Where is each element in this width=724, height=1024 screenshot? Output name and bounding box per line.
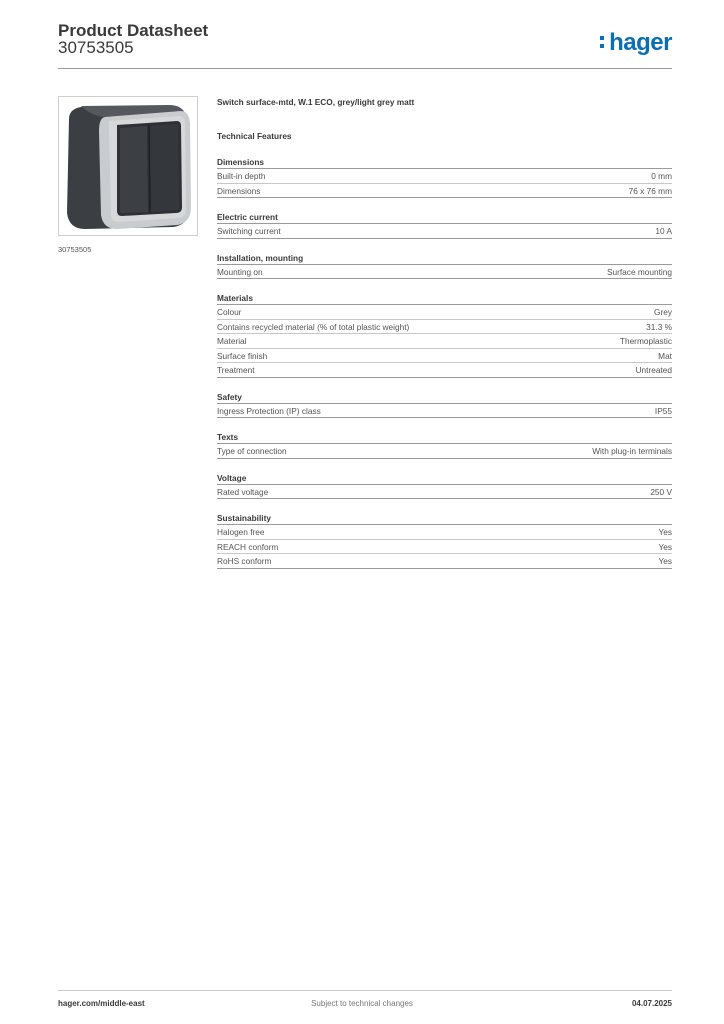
spec-row [217, 224, 672, 239]
product-description: Switch surface-mtd, W.1 ECO, grey/light grey matt [217, 97, 415, 107]
spec-row [217, 265, 672, 280]
spec-label: REACH conform [217, 541, 279, 552]
spec-value: Yes [658, 541, 672, 552]
logo-text: hager [609, 29, 672, 56]
spec-row [217, 320, 672, 335]
spec-label: Built-in depth [217, 171, 266, 181]
group-texts [217, 431, 672, 459]
group-title: Electric current [217, 211, 672, 224]
group-materials [217, 292, 672, 378]
spec-value: 76 x 76 mm [628, 185, 672, 196]
group-title: Installation, mounting [217, 252, 672, 265]
spec-label: Dimensions [217, 185, 261, 196]
spec-row [217, 184, 672, 199]
features-heading: Technical Features [217, 131, 292, 141]
spec-value: Mat [658, 350, 672, 361]
spec-value: Surface mounting [606, 266, 672, 277]
spec-value: 31.3 % [646, 321, 672, 332]
spec-label: Material [217, 336, 247, 346]
group-title: Texts [217, 431, 672, 444]
group-title: Voltage [217, 472, 672, 485]
spec-value: Yes [658, 556, 672, 566]
logo-dots-icon [600, 36, 605, 49]
spec-label: Halogen free [217, 527, 265, 537]
spec-label: Switching current [217, 226, 281, 236]
footer-divider [58, 990, 672, 991]
spec-row [217, 404, 672, 419]
spec-row [217, 363, 672, 378]
group-safety [217, 391, 672, 419]
spec-value: 0 mm [651, 171, 672, 181]
spec-label: Treatment [217, 365, 255, 375]
hager-logo [609, 29, 672, 57]
spec-value: Yes [658, 527, 672, 537]
group-voltage [217, 472, 672, 500]
spec-label: Rated voltage [217, 486, 269, 497]
image-caption: 30753505 [58, 245, 92, 254]
group-title: Materials [217, 292, 672, 305]
group-electric-current [217, 211, 672, 239]
technical-features [217, 96, 672, 569]
group-installation [217, 252, 672, 280]
group-title: Sustainability [217, 512, 672, 525]
spec-label: Surface finish [217, 350, 268, 361]
group-title: Dimensions [217, 156, 672, 169]
spec-row [217, 444, 672, 459]
product-number: 30753505 [58, 38, 134, 57]
spec-label: Type of connection [217, 446, 287, 456]
spec-value: Untreated [635, 365, 672, 375]
spec-label: Contains recycled material (% of total plastic weight) [217, 321, 410, 332]
header-divider [58, 68, 672, 69]
spec-value: 10 A [655, 226, 672, 236]
spec-row [217, 525, 672, 540]
spec-value: Thermoplastic [619, 336, 672, 346]
spec-row [217, 305, 672, 320]
spec-label: Ingress Protection (IP) class [217, 405, 321, 416]
group-sustainability [217, 512, 672, 569]
product-image [58, 96, 198, 236]
spec-value: With plug-in terminals [592, 446, 672, 456]
spec-value: 250 V [650, 486, 672, 497]
spec-row [217, 485, 672, 500]
spec-row [217, 169, 672, 184]
footer-date: 04.07.2025 [631, 999, 672, 1008]
spec-row [217, 540, 672, 555]
spec-row [217, 554, 672, 569]
group-title: Safety [217, 391, 672, 404]
page-title: Product Datasheet [58, 21, 209, 40]
spec-value: Grey [654, 307, 672, 317]
footer-website: hager.com/middle-east [58, 999, 145, 1008]
group-dimensions [217, 156, 672, 198]
footer-notice: Subject to technical changes [311, 999, 413, 1008]
spec-label: Colour [217, 307, 242, 317]
spec-value: IP55 [654, 405, 672, 416]
spec-row [217, 349, 672, 364]
spec-row [217, 334, 672, 349]
spec-label: Mounting on [217, 266, 263, 277]
switch-illustration [59, 97, 197, 235]
spec-label: RoHS conform [217, 556, 272, 566]
